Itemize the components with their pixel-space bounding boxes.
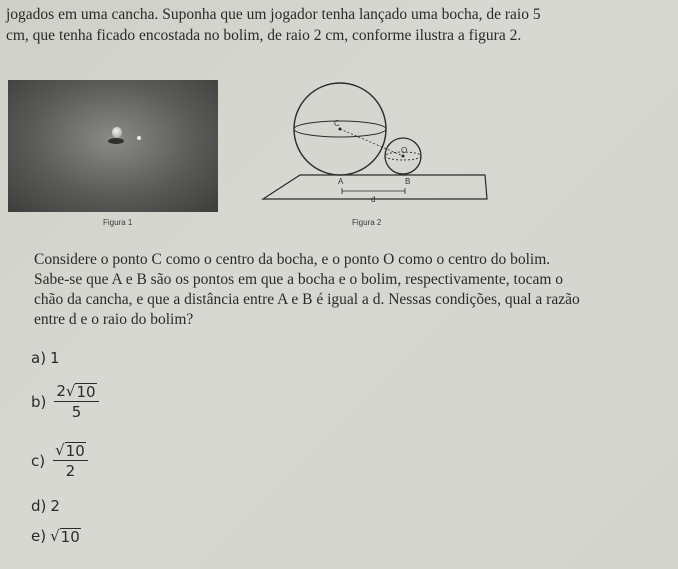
option-d-value: 2: [50, 497, 60, 515]
option-e[interactable]: [31, 527, 81, 545]
option-d-label: d): [31, 497, 47, 515]
intro-line-2: cm, que tenha ficado encostada no bolim, de raio 2 cm, conforme ilustra a figura 2.: [6, 27, 522, 44]
option-b[interactable]: [31, 382, 99, 421]
option-d[interactable]: [31, 497, 60, 515]
figure-1-photo: [8, 80, 218, 212]
option-a-value: 1: [50, 349, 60, 367]
question-line-4: entre d e o raio do bolim?: [34, 311, 194, 328]
figure-2-diagram: [255, 82, 495, 214]
option-c-fraction: [53, 441, 88, 480]
option-b-label: b): [31, 392, 47, 411]
option-b-radicand: 10: [76, 383, 96, 401]
bocha-ball: [112, 127, 122, 138]
option-b-numerator: [54, 382, 98, 401]
option-e-radicand: 10: [60, 527, 80, 546]
option-b-fraction: [54, 382, 98, 421]
option-b-coefficient: 2: [56, 382, 66, 400]
radical-sign: √: [65, 382, 76, 400]
question-line-3: chão da cancha, e que a distância entre A e B é igual a d. Nessas condições, qual a razão: [34, 291, 580, 308]
label-d: d: [371, 195, 376, 204]
option-b-sqrt: [66, 383, 97, 400]
option-e-sqrt: [50, 528, 81, 545]
figure-2-caption: Figura 2: [352, 218, 382, 227]
label-o: O: [401, 146, 408, 155]
label-a: A: [338, 177, 344, 186]
option-c-sqrt: [55, 442, 86, 459]
option-c-numerator: [53, 441, 88, 460]
option-c[interactable]: [31, 441, 88, 480]
radical-sign: √: [50, 526, 60, 545]
option-c-label: c): [31, 451, 46, 470]
bocha-shadow: [108, 138, 124, 144]
label-c: C: [334, 119, 340, 128]
figure-1-caption: Figura 1: [103, 218, 133, 227]
question-line-2: Sabe-se que A e B são os pontos em que a bocha e o bolim, respectivamente, tocam o: [34, 271, 564, 288]
option-c-radicand: 10: [65, 442, 85, 460]
option-b-denominator: 5: [71, 403, 82, 421]
option-a[interactable]: [31, 349, 60, 367]
bolim-ball: [137, 136, 141, 140]
option-a-label: a): [31, 349, 47, 367]
question-line-1: Considere o ponto C como o centro da bocha, e o ponto O como o centro do bolim.: [34, 251, 551, 268]
option-e-label: e): [31, 527, 47, 545]
option-c-denominator: 2: [65, 462, 76, 480]
radical-sign: √: [55, 441, 65, 459]
intro-line-1: jogados em uma cancha. Suponha que um jogador tenha lançado uma bocha, de raio 5: [6, 6, 541, 23]
label-b: B: [405, 177, 411, 186]
